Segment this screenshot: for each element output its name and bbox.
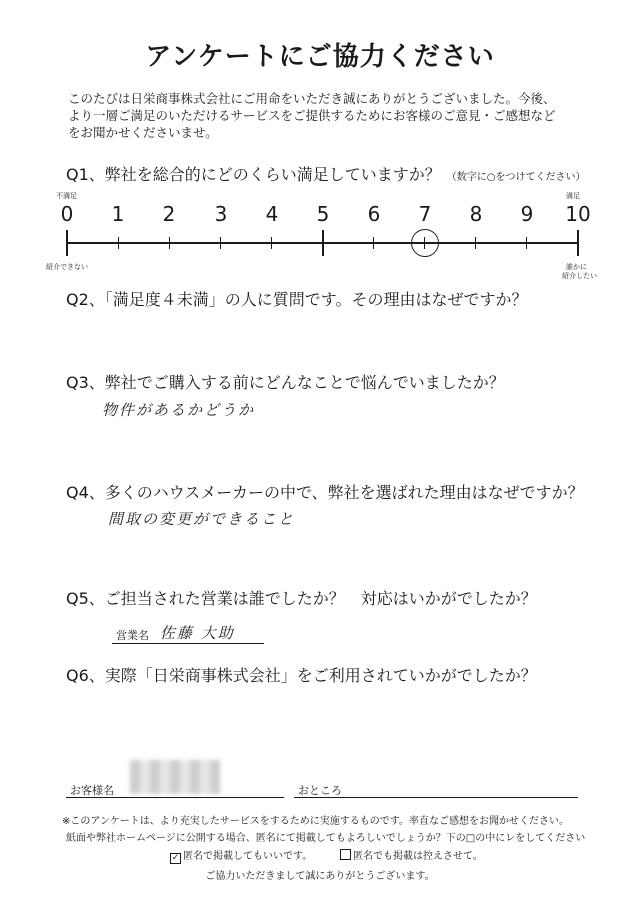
redacted-name <box>130 760 220 794</box>
scale-tick <box>118 237 119 249</box>
page-title: アンケートにご協力ください <box>145 42 495 72</box>
question-3-text: Q3、弊社でご購入する前にどんなことで悩んでいましたか？ <box>66 373 505 392</box>
intro-text <box>68 90 588 141</box>
scale-label-dissatisfied: 不満足 <box>56 192 77 200</box>
scale-number-5[interactable]: 5 <box>316 202 330 226</box>
checkbox-anonymous-ok[interactable]: ✓ <box>171 853 180 863</box>
scale-label-recommend-1: 誰かに <box>566 263 587 271</box>
scale-tick <box>322 230 324 256</box>
scale-tick <box>475 237 476 249</box>
scale-tick <box>526 237 527 249</box>
scale-tick <box>373 237 374 249</box>
question-4-answer: 間取の変更ができること <box>108 510 296 528</box>
question-1-note: （数字に○をつけてください） <box>446 172 586 183</box>
scale-tick <box>66 230 68 256</box>
scale-label-satisfied: 満足 <box>566 192 580 200</box>
question-6-text: Q6、実際「日栄商事株式会社」をご利用されていかがでしたか？ <box>66 666 537 685</box>
scale-number-4[interactable]: 4 <box>265 202 279 226</box>
scale-number-1[interactable]: 1 <box>111 202 125 226</box>
address-label: おところ <box>298 784 342 797</box>
option-anonymous-ok-label: 匿名で掲載してもいいです。 <box>183 851 313 862</box>
footer-note-2: 紙面や弊社ホームページに公開する場合、匿名にて掲載してもよろしいでしょうか？下の□の中にレをしてください <box>66 833 586 844</box>
scale-tick <box>271 237 272 249</box>
selected-score-circle <box>411 229 439 257</box>
checkbox-decline[interactable] <box>340 849 351 860</box>
scale-number-2[interactable]: 2 <box>162 202 176 226</box>
sales-name-underline <box>112 643 264 644</box>
option-anonymous-ok[interactable] <box>170 847 312 864</box>
option-decline[interactable] <box>340 847 483 862</box>
option-decline-label: 匿名でも掲載は控えさせて。 <box>353 851 483 862</box>
scale-tick <box>169 237 170 249</box>
scale-number-7[interactable]: 7 <box>418 202 432 226</box>
question-1 <box>66 162 586 185</box>
thanks-message: ご協力いただきまして誠にありがとうございます。 <box>205 871 435 882</box>
question-2-text: Q2、「満足度４未満」の人に質問です。その理由はなぜですか？ <box>66 290 528 309</box>
scale-number-0[interactable]: 0 <box>60 202 74 226</box>
scale-label-recommend-2: 紹介したい <box>562 272 597 280</box>
sales-name-label: 営業名 <box>116 629 149 642</box>
question-3-answer: 物件があるかどうか <box>102 401 256 419</box>
intro-line: このたびは日栄商事株式会社にご用命をいただき誠にありがとうございました。今後、 <box>68 91 556 106</box>
intro-line: より一層ご満足のいただけるサービスをご提供するためにお客様のご意見・ご感想など <box>68 108 556 123</box>
scale-number-6[interactable]: 6 <box>367 202 381 226</box>
scale-tick <box>577 230 579 256</box>
customer-name-underline <box>66 797 284 798</box>
scale-number-10[interactable]: 10 <box>565 202 591 226</box>
scale-number-8[interactable]: 8 <box>469 202 483 226</box>
sales-name-answer: 佐藤 大助 <box>160 624 235 642</box>
address-underline <box>294 797 578 798</box>
scale-number-9[interactable]: 9 <box>520 202 534 226</box>
scale-label-cannot-recommend: 紹介できない <box>46 263 88 271</box>
intro-line: をお聞かせくださいませ。 <box>68 125 218 140</box>
customer-name-label: お客様名 <box>70 784 114 797</box>
scale-tick <box>220 237 221 249</box>
question-1-text: Q1、弊社を総合的にどのくらい満足していますか？ <box>66 165 441 184</box>
footer-note-1: ※このアンケートは、より充実したサービスをするために実施するものです。率直なご感想をお聞かせください。 <box>62 816 569 827</box>
question-5-text: Q5、ご担当された営業は誰でしたか？ 対応はいかがでしたか？ <box>66 589 537 608</box>
scale-number-3[interactable]: 3 <box>214 202 228 226</box>
question-4-text: Q4、多くのハウスメーカーの中で、弊社を選ばれた理由はなぜですか？ <box>66 483 584 502</box>
